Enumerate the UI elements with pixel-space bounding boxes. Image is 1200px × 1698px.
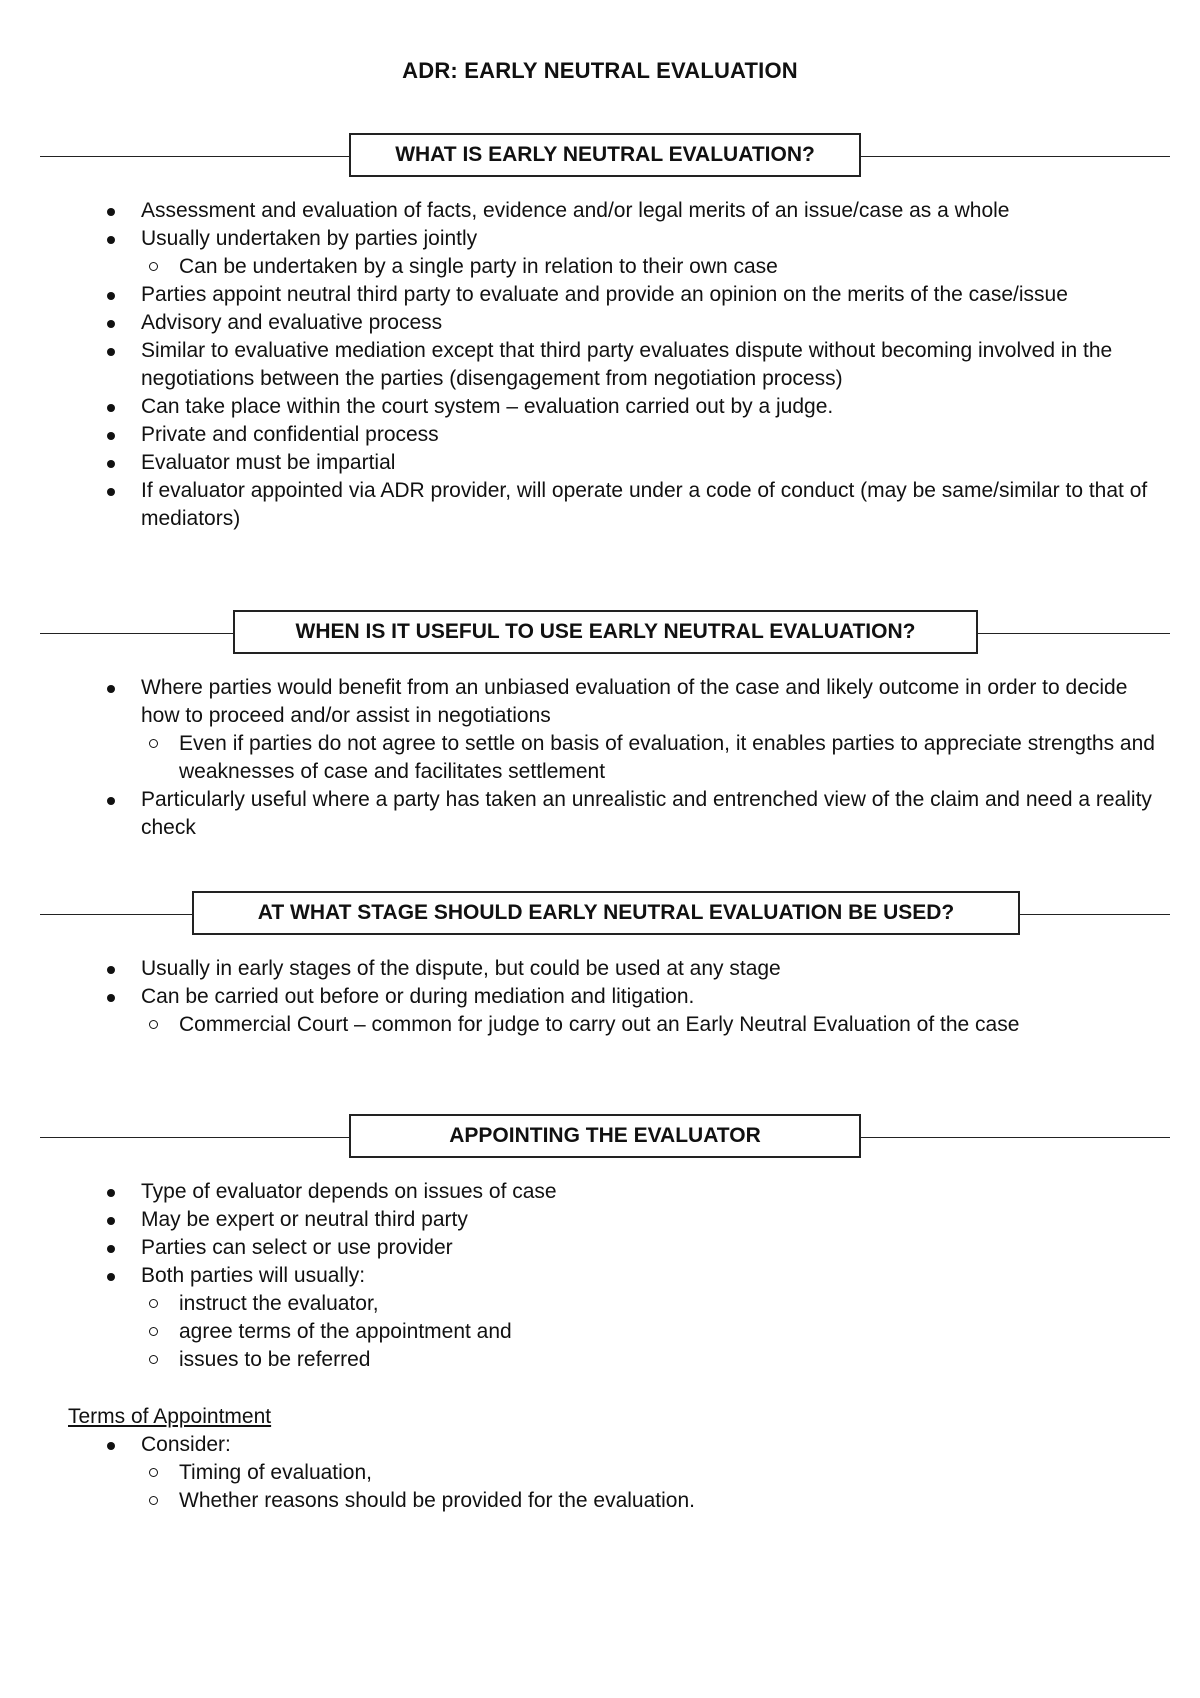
section-heading-box: WHEN IS IT USEFUL TO USE EARLY NEUTRAL EVALUATION? [233, 610, 978, 654]
section-list-when-useful [0, 674, 1155, 842]
section-heading-appointing [40, 1114, 1170, 1162]
list-item: Timing of evaluation, [40, 1459, 1169, 1487]
list-item: Can take place within the court system – evaluation carried out by a judge. [40, 393, 1161, 421]
section-list-what-is [0, 197, 1148, 533]
terms-list [0, 1431, 1129, 1515]
terms-of-appointment-heading: Terms of Appointment [68, 1405, 272, 1428]
list-item: Whether reasons should be provided for the evaluation. [40, 1487, 1169, 1515]
list-item: If evaluator appointed via ADR provider, will operate under a code of conduct (may be same/similar to that of mediators) [40, 477, 1161, 533]
list-item: Both parties will usually: [40, 1262, 1161, 1290]
list-item: May be expert or neutral third party [40, 1206, 1161, 1234]
list-item: Private and confidential process [40, 421, 1161, 449]
list-item: Can be undertaken by a single party in relation to their own case [40, 253, 1169, 281]
list-item: Where parties would benefit from an unbiased evaluation of the case and likely outcome in order to decide how to proceed and/or assist in negotiations [40, 674, 1161, 730]
section-heading-what-stage [40, 891, 1170, 939]
list-item: Consider: [40, 1431, 1161, 1459]
list-item: Type of evaluator depends on issues of case [40, 1178, 1161, 1206]
section-heading-box: APPOINTING THE EVALUATOR [349, 1114, 861, 1158]
list-item: Even if parties do not agree to settle on basis of evaluation, it enables parties to appreciate strengths and weaknesses of case and facilitates settlement [40, 730, 1169, 786]
page-title: ADR: EARLY NEUTRAL EVALUATION [402, 58, 798, 83]
list-item: Commercial Court – common for judge to carry out an Early Neutral Evaluation of the case [40, 1011, 1169, 1039]
section-list-what-stage [0, 955, 1129, 1039]
list-item: Can be carried out before or during mediation and litigation. [40, 983, 1161, 1011]
section-heading-when-useful [40, 610, 1170, 658]
list-item: Usually undertaken by parties jointly [40, 225, 1161, 253]
list-item: Usually in early stages of the dispute, but could be used at any stage [40, 955, 1161, 983]
list-item: Evaluator must be impartial [40, 449, 1161, 477]
list-item: Parties appoint neutral third party to evaluate and provide an opinion on the merits of the case/issue [40, 281, 1161, 309]
section-heading-box: WHAT IS EARLY NEUTRAL EVALUATION? [349, 133, 861, 177]
list-item: Particularly useful where a party has taken an unrealistic and entrenched view of the claim and need a reality check [40, 786, 1161, 842]
section-heading-what-is [40, 133, 1170, 181]
list-item: Advisory and evaluative process [40, 309, 1161, 337]
section-heading-box: AT WHAT STAGE SHOULD EARLY NEUTRAL EVALUATION BE USED? [192, 891, 1020, 935]
list-item: agree terms of the appointment and [40, 1318, 1169, 1346]
list-item: instruct the evaluator, [40, 1290, 1169, 1318]
list-item: Assessment and evaluation of facts, evidence and/or legal merits of an issue/case as a whole [40, 197, 1161, 225]
list-item: Parties can select or use provider [40, 1234, 1161, 1262]
section-list-appointing [0, 1178, 1129, 1374]
list-item: Similar to evaluative mediation except that third party evaluates dispute without becoming involved in the negotiations between the parties (disengagement from negotiation process) [40, 337, 1161, 393]
list-item: issues to be referred [40, 1346, 1169, 1374]
